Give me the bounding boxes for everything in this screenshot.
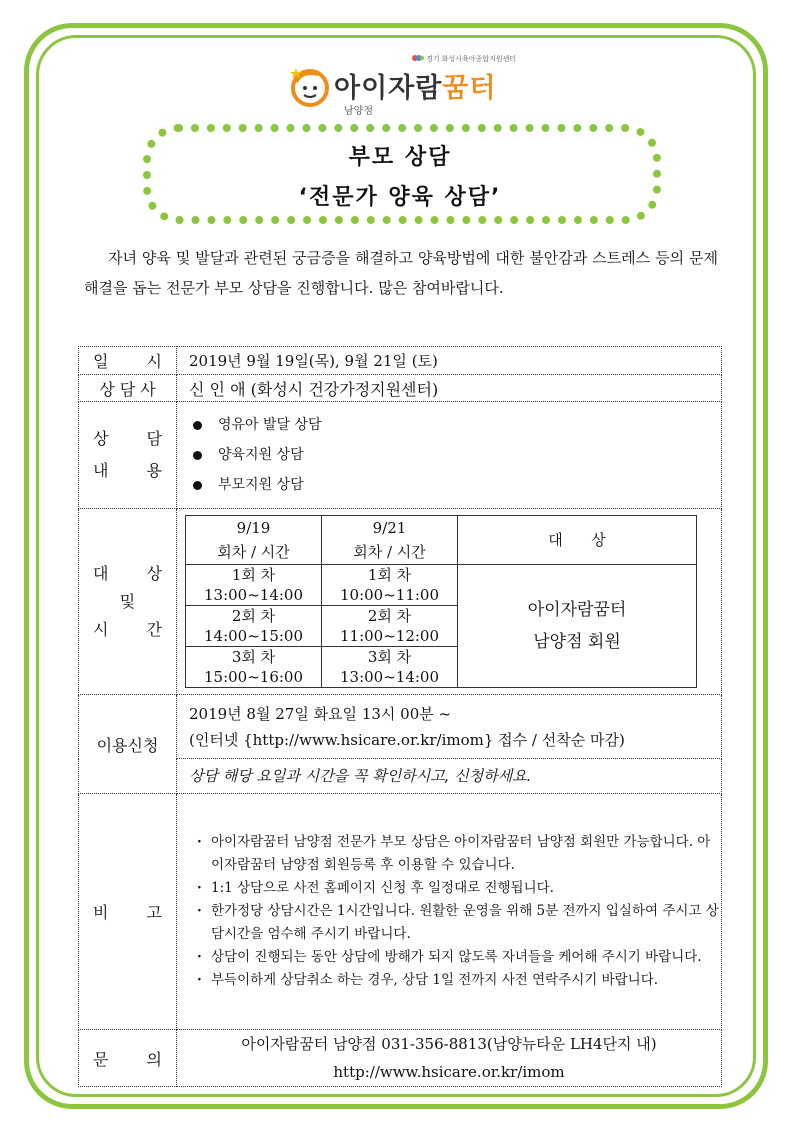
logo-child-face-icon [288, 64, 332, 108]
logo-name [334, 66, 497, 105]
value-date: 2019년 9월 19일(목), 9월 21일 (토) [177, 347, 722, 375]
info-table [78, 346, 722, 1087]
logo-name-main: 아이자람 [334, 73, 443, 104]
row-remarks [79, 794, 722, 1030]
list-item: 영유아 발달 상담 [193, 410, 721, 440]
label-remarks: 비 고 [79, 794, 177, 1030]
list-item: · 부득이하게 상담취소 하는 경우, 상담 1일 전까지 사전 연락주시기 바랍니다. [189, 969, 721, 992]
row-content [79, 402, 722, 509]
row-date [79, 347, 722, 375]
intro-paragraph: 자녀 양육 및 발달과 관련된 궁금증을 해결하고 양육방법에 대한 불안감과 스트레스 등의 문제 해결을 돕는 전문가 부모 상담을 진행합니다. 많은 참여바랍니다. [84, 249, 718, 297]
label-counselor: 상 담 사 [79, 375, 177, 402]
logo-branch: 남양점 [344, 106, 373, 117]
contact-url[interactable]: http://www.hsicare.or.kr/imom [333, 1063, 565, 1081]
row-schedule [79, 509, 722, 695]
row-apply [79, 695, 722, 759]
logo [284, 48, 524, 120]
value-schedule [177, 509, 722, 695]
bullet-icon [193, 481, 202, 490]
value-remarks [177, 794, 722, 1030]
center-logo-icon [412, 53, 424, 63]
remarks-list [189, 827, 721, 996]
schedule-cell: 2회 차 11:00~12:00 [322, 606, 458, 647]
schedule-row [186, 565, 697, 606]
schedule-col3-header: 대 상 [458, 516, 697, 565]
row-contact [79, 1030, 722, 1087]
label-date: 일 시 [79, 347, 177, 375]
apply-note: 상담 해당 요일과 시간을 꼭 확인하시고, 신청하세요. [177, 759, 722, 794]
schedule-target: 아이자람꿈터 남양점 회원 [458, 565, 697, 688]
schedule-cell: 1회 차 13:00~14:00 [186, 565, 322, 606]
page-title: 부모 상담 [348, 145, 452, 170]
schedule-col1-header: 9/19 회차 / 시간 [186, 516, 322, 565]
schedule-cell: 2회 차 14:00~15:00 [186, 606, 322, 647]
logo-name-accent: 꿈터 [442, 73, 497, 104]
label-apply: 이용신청 [79, 695, 177, 794]
list-item: 양육지원 상담 [193, 440, 721, 470]
value-counselor: 신 인 애 (화성시 건강가정지원센터) [177, 375, 722, 402]
value-apply: 2019년 8월 27일 화요일 13시 00분 ~ (인터넷 {http://www.hsicare.or.kr/imom} 접수 / 선착순 마감) [177, 695, 722, 759]
list-item: · 상담이 진행되는 동안 상담에 방해가 되지 않도록 자녀들을 케어해 주시기 바랍니다. [189, 946, 721, 969]
schedule-table [185, 515, 697, 688]
schedule-cell: 3회 차 15:00~16:00 [186, 647, 322, 688]
label-schedule: 대 상 및 시 간 [79, 509, 177, 695]
value-contact [177, 1030, 722, 1087]
page-subtitle: ‘전문가 양육 상담’ [298, 185, 502, 210]
label-content: 상 담 내 용 [79, 402, 177, 509]
bullet-icon [193, 451, 202, 460]
schedule-col2-header: 9/21 회차 / 시간 [322, 516, 458, 565]
schedule-cell: 1회 차 10:00~11:00 [322, 565, 458, 606]
schedule-cell: 3회 차 13:00~14:00 [322, 647, 458, 688]
schedule-header-row [186, 516, 697, 565]
list-item: · 한가정당 상담시간은 1시간입니다. 원활한 운영을 위해 5분 전까지 입실하여 주시고 상담시간을 엄수해 주시기 바랍니다. [189, 900, 721, 946]
content-list [189, 402, 721, 508]
list-item: 부모지원 상담 [193, 470, 721, 500]
list-item: · 1:1 상담으로 사전 홈페이지 신청 후 일정대로 진행됩니다. [189, 877, 721, 900]
row-counselor [79, 375, 722, 402]
logo-center-name: 경기 화성시육아종합지원센터 [426, 55, 517, 63]
contact-phone: 아이자람꿈터 남양점 031-356-8813(남양뉴타운 LH4단지 내) [241, 1035, 657, 1053]
list-item: · 아이자람꿈터 남양점 전문가 부모 상담은 아이자람꿈터 남양점 회원만 가능합니다. 아이자람꿈터 남양점 회원등록 후 이용할 수 있습니다. [189, 831, 721, 877]
label-contact: 문 의 [79, 1030, 177, 1087]
bullet-icon [193, 421, 202, 430]
value-content [177, 402, 722, 509]
